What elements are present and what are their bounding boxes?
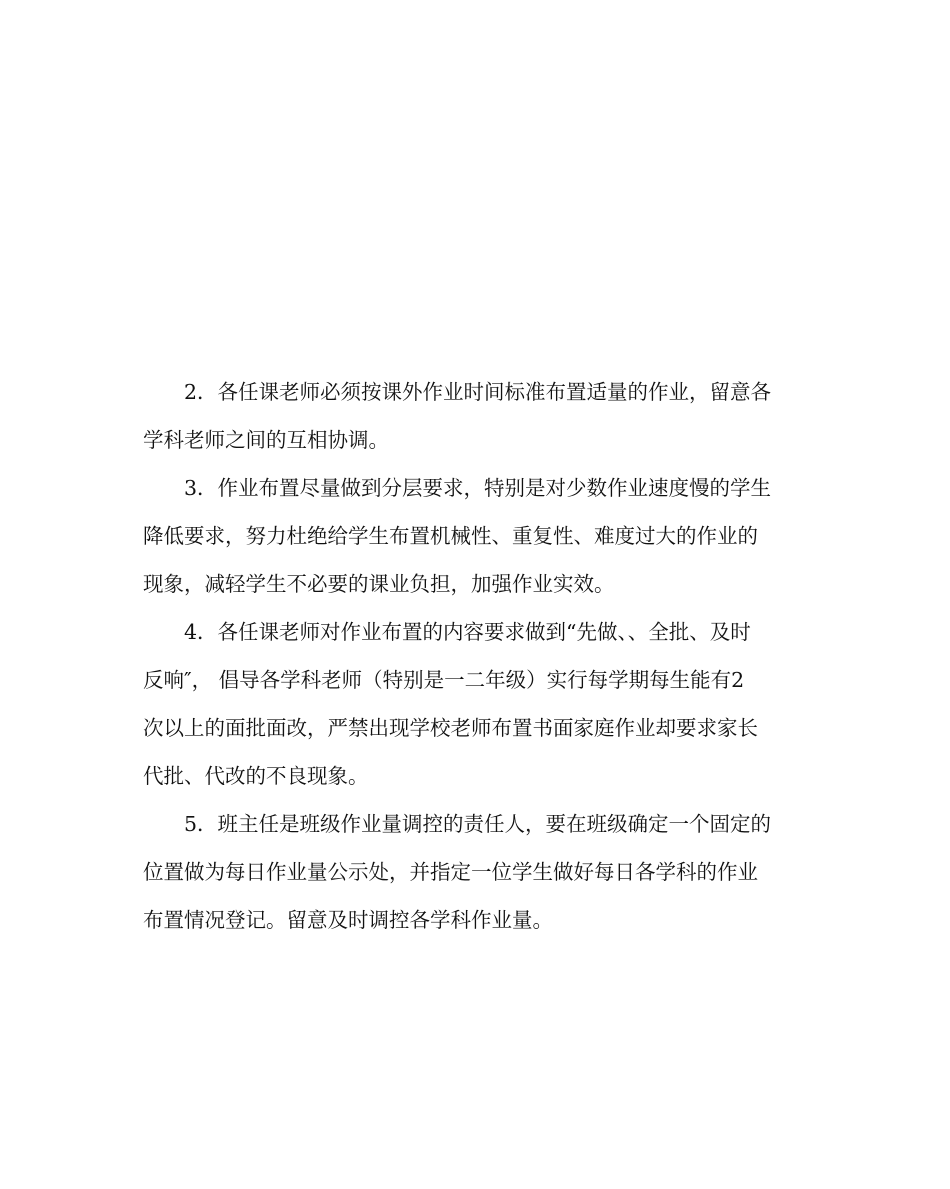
paragraph-line: 3．作业布置尽量做到分层要求，特别是对少数作业速度慢的学生 xyxy=(184,476,772,500)
paragraph-line: 反响″， 倡导各学科老师（特别是一二年级）实行每学期每生能有2 xyxy=(143,668,745,692)
paragraph-line: 位置做为每日作业量公示处，并指定一位学生做好每日各学科的作业 xyxy=(143,860,758,884)
paragraph-line: 代批、代改的不良现象。 xyxy=(143,764,369,788)
paragraph-3 xyxy=(143,464,808,608)
paragraph-4 xyxy=(143,608,808,800)
paragraph-line: 布置情况登记。留意及时调控各学科作业量。 xyxy=(143,908,553,932)
paragraph-line: 4．各任课老师对作业布置的内容要求做到“先做、、全批、及时 xyxy=(184,620,751,644)
paragraph-line: 现象，减轻学生不必要的课业负担，加强作业实效。 xyxy=(143,572,615,596)
paragraph-line: 5．班主任是班级作业量调控的责任人，要在班级确定一个固定的 xyxy=(184,812,772,836)
paragraph-line: 学科老师之间的互相协调。 xyxy=(143,428,389,452)
document-body xyxy=(143,368,808,944)
paragraph-line: 次以上的面批面改，严禁出现学校老师布置书面家庭作业却要求家长 xyxy=(143,716,758,740)
paragraph-5 xyxy=(143,800,808,944)
paragraph-line: 降低要求，努力杜绝给学生布置机械性、重复性、难度过大的作业的 xyxy=(143,524,758,548)
paragraph-2 xyxy=(143,368,808,464)
paragraph-line: 2．各任课老师必须按课外作业时间标准布置适量的作业，留意各 xyxy=(184,380,772,404)
